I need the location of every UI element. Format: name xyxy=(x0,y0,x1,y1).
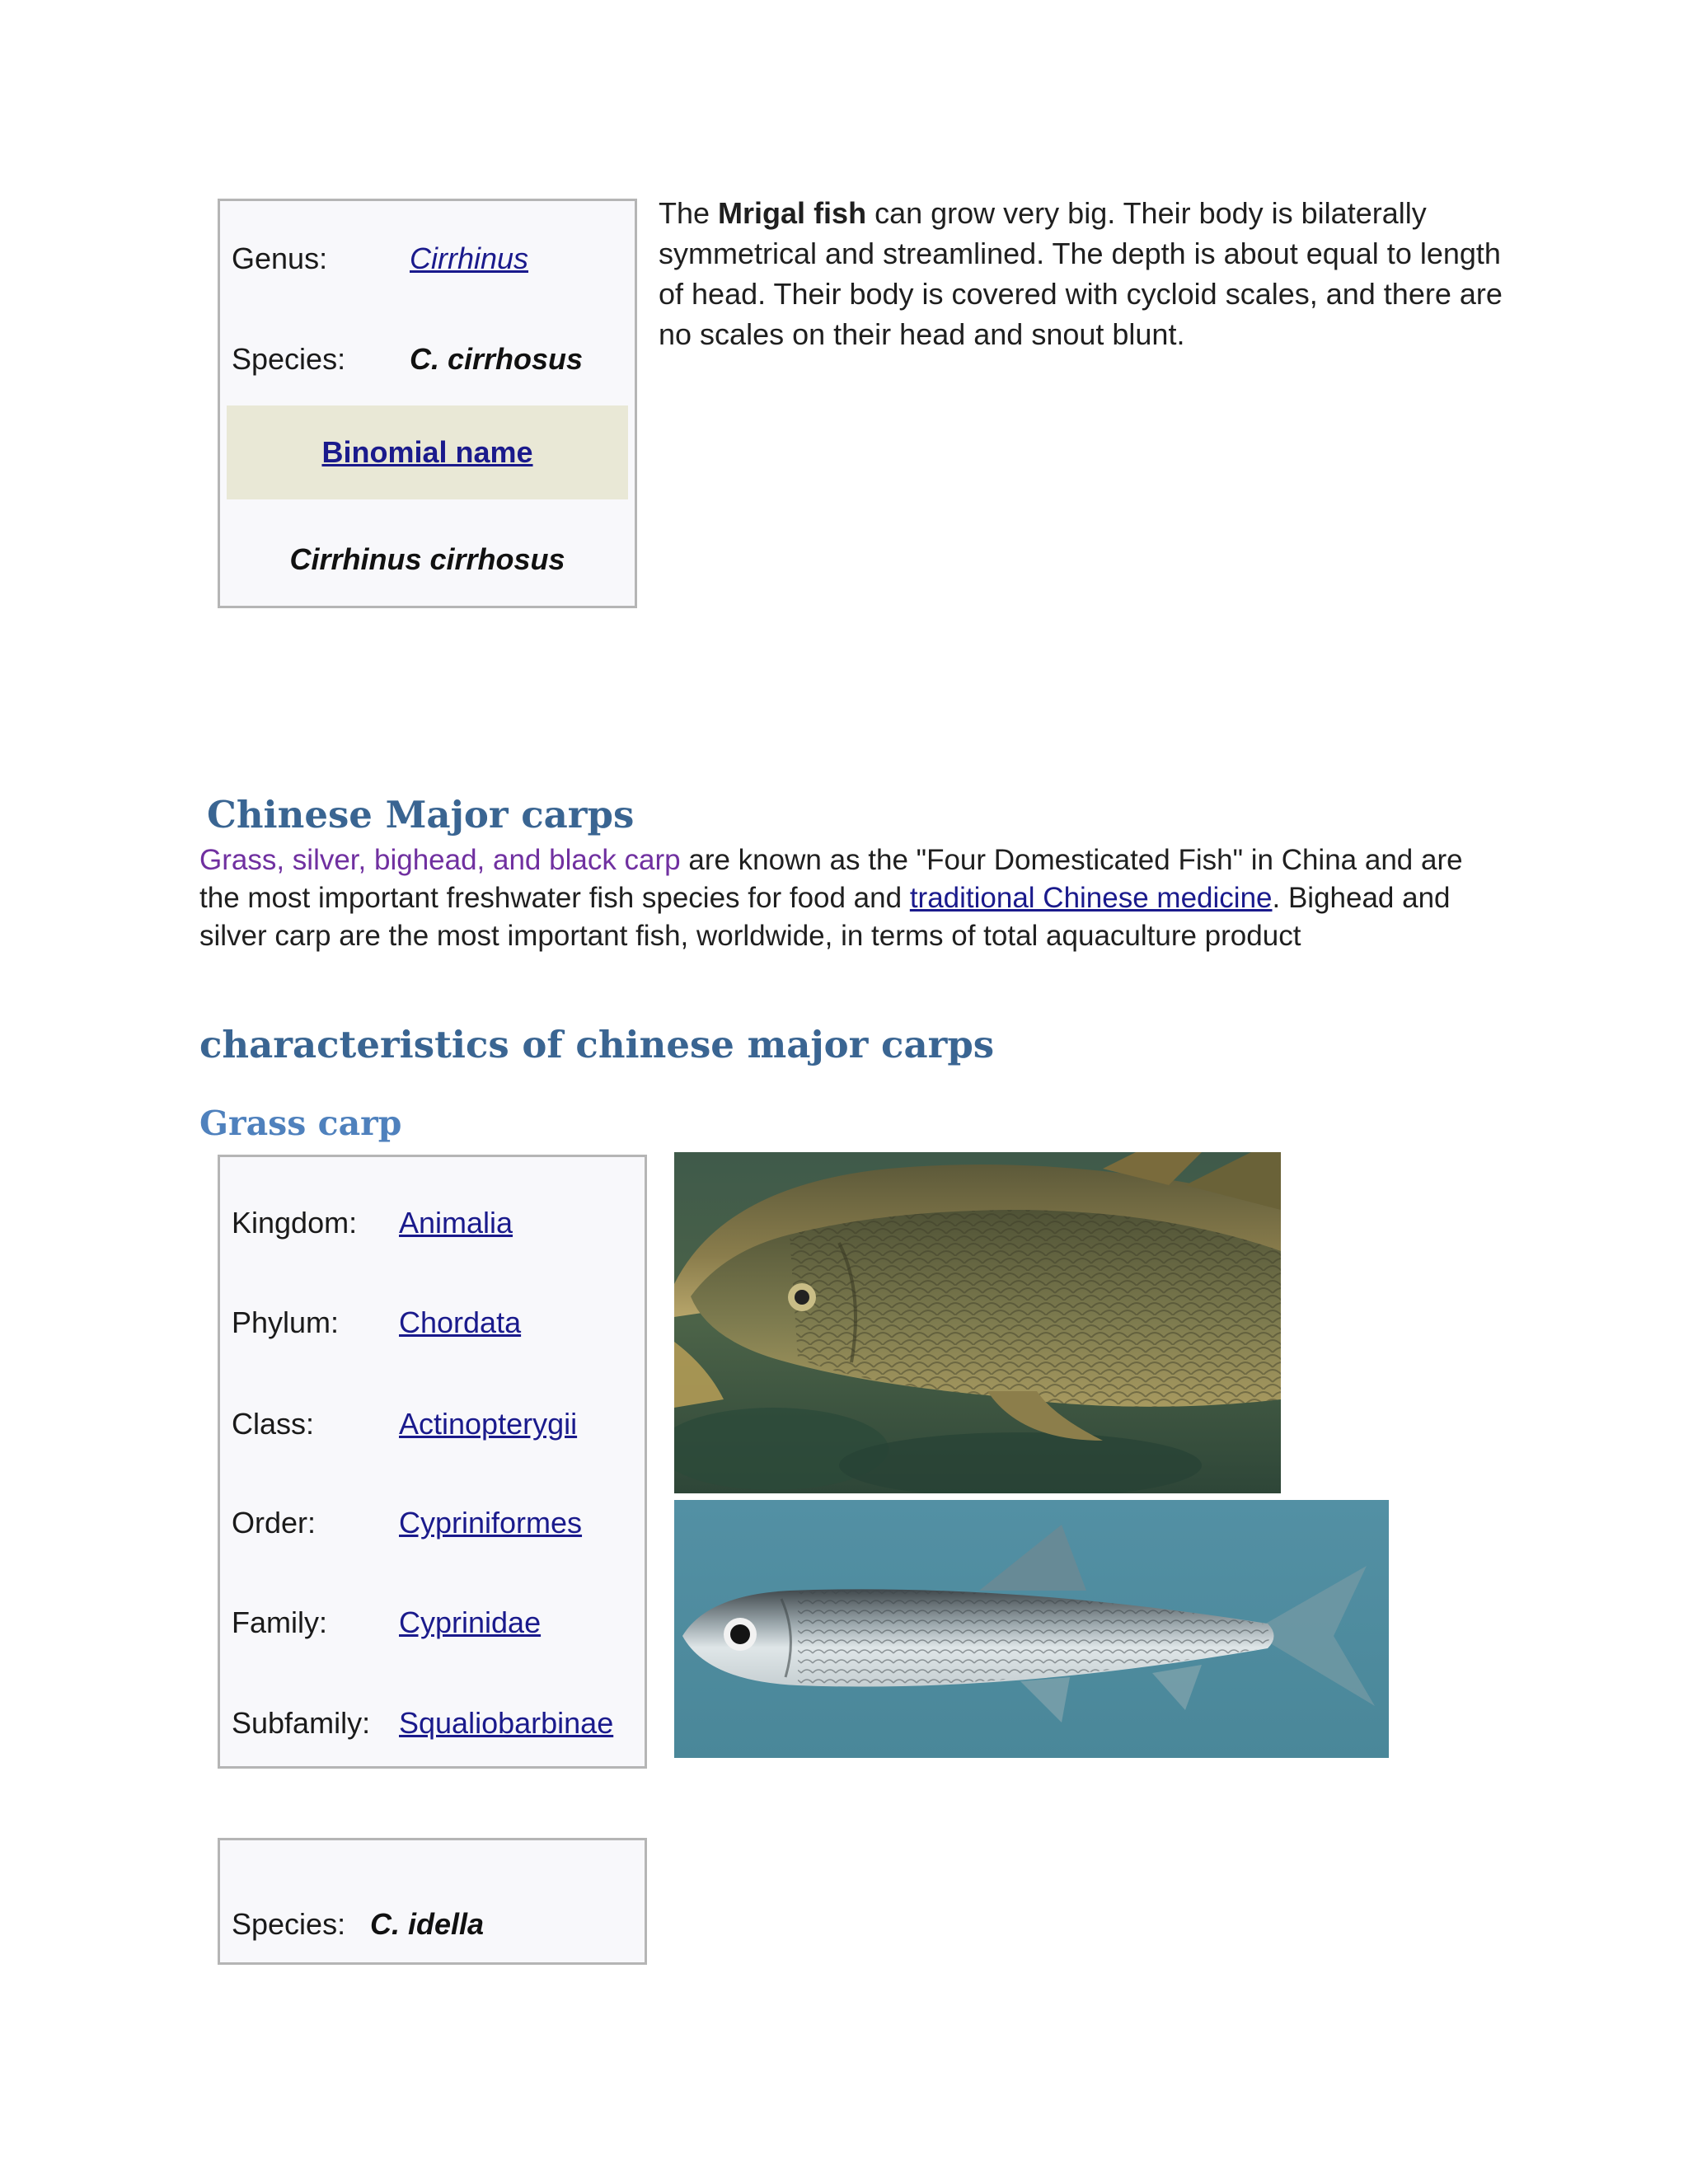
tcm-link[interactable]: traditional Chinese medicine xyxy=(909,882,1273,914)
grass-carp-image xyxy=(674,1152,1281,1493)
mrigal-paragraph xyxy=(659,193,1516,354)
genus-label: Genus: xyxy=(232,241,328,275)
order-link[interactable]: Cypriniformes xyxy=(399,1506,583,1540)
species-idella-label: Species: xyxy=(232,1907,346,1941)
grass-carp-photo xyxy=(674,1152,1281,1493)
four-carps-text: Grass, silver, bighead, and black carp xyxy=(199,844,681,876)
class-label: Class: xyxy=(232,1407,315,1441)
order-label: Order: xyxy=(232,1506,316,1540)
section-heading-characteristics: characteristics of chinese major carps xyxy=(199,1023,995,1066)
subheading-grass-carp: Grass carp xyxy=(199,1104,402,1143)
taxo-row-order xyxy=(232,1498,633,1548)
taxobox-mrigal xyxy=(218,199,637,608)
genus-link[interactable]: Cirrhinus xyxy=(410,241,529,275)
species-label: Species: xyxy=(232,342,346,376)
taxobox-row-genus xyxy=(232,234,623,284)
carps-text-b: . Bighead and silver carp are the most important fish, worldwide, in terms of total aquaculture product xyxy=(199,882,1451,952)
section-heading-chinese-major-carps: Chinese Major carps xyxy=(207,793,635,837)
binomial-value: Cirrhinus cirrhosus xyxy=(289,542,565,576)
taxo-row-family xyxy=(232,1598,633,1647)
family-link[interactable]: Cyprinidae xyxy=(399,1605,542,1639)
kingdom-label: Kingdom: xyxy=(232,1206,358,1240)
binomial-name-link[interactable]: Binomial name xyxy=(321,435,533,469)
family-label: Family: xyxy=(232,1605,327,1639)
silver-carp-photo xyxy=(674,1500,1389,1758)
taxobox-species-idella xyxy=(218,1838,647,1965)
phylum-link[interactable]: Chordata xyxy=(399,1305,522,1339)
binomial-value-row xyxy=(232,535,623,584)
mrigal-bold: Mrigal fish xyxy=(718,196,867,230)
chinese-carps-paragraph xyxy=(199,841,1502,955)
species-idella-value: C. idella xyxy=(370,1907,485,1941)
silver-carp-image xyxy=(674,1500,1389,1758)
kingdom-link[interactable]: Animalia xyxy=(399,1206,513,1240)
class-link[interactable]: Actinopterygii xyxy=(399,1407,578,1441)
taxobox-grass-carp xyxy=(218,1155,647,1769)
taxo-row-phylum xyxy=(232,1298,633,1347)
species-value: C. cirrhosus xyxy=(410,342,584,376)
subfamily-label: Subfamily: xyxy=(232,1706,371,1740)
mrigal-text: can grow very big. Their body is bilaterally symmetrical and streamlined. The depth is about equal to length of head. Their body is covered with cycloid scales, and there are no scales on their head and snout blunt. xyxy=(659,196,1503,351)
phylum-label: Phylum: xyxy=(232,1305,340,1339)
carps-text-a: are known as the "Four Domesticated Fish" in China and are the most important freshwater fish species for food and xyxy=(199,844,1463,914)
taxo-row-class xyxy=(232,1399,633,1449)
subfamily-link[interactable]: Squaliobarbinae xyxy=(399,1706,614,1740)
taxo-row-subfamily xyxy=(232,1699,633,1748)
taxobox-row-species xyxy=(232,335,623,384)
mrigal-intro: The xyxy=(659,196,719,230)
binomial-name-header xyxy=(227,405,628,499)
taxo-row-species-idella xyxy=(232,1900,633,1949)
taxo-row-kingdom xyxy=(232,1198,633,1248)
